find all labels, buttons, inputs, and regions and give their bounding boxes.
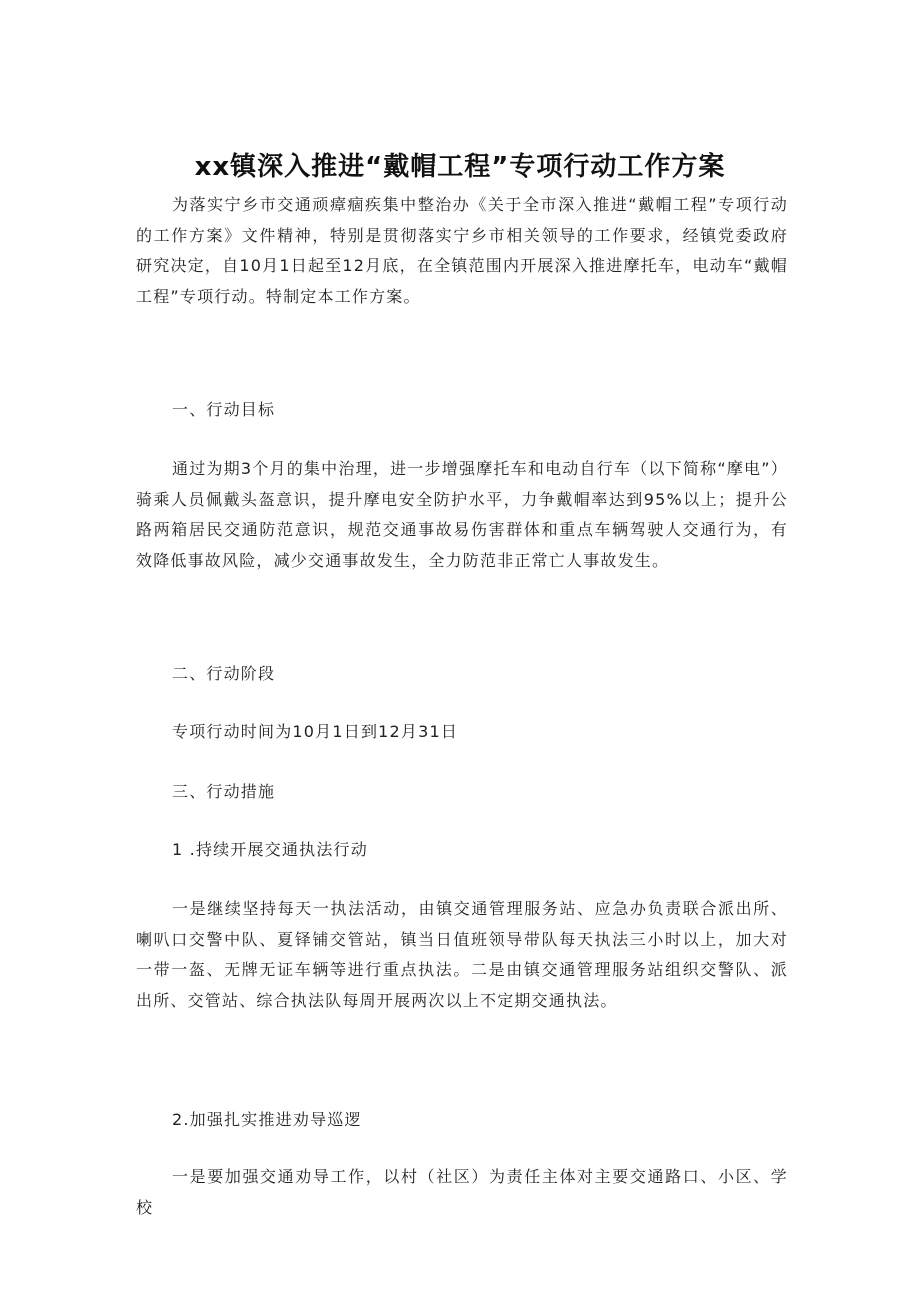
document-title: xx镇深入推进“戴帽工程”专项行动工作方案 [194, 152, 726, 183]
goals-paragraph: 通过为期3个月的集中治理，进一步增强摩托车和电动自行车（以下简称“摩电”）骑乘人员佩戴头盔意识，提升摩电安全防护水平，力争戴帽率达到95%以上；提升公路两箱居民交通防范意识，规范交通事故易伤害群体和重点车辆驾驶人交通行为，有效降低事故风险，减少交通事故发生，全力防范非正常亡人事故发生。 [136, 459, 788, 570]
intro-paragraph: 为落实宁乡市交通顽瘴痼疾集中整治办《关于全市深入推进“戴帽工程”专项行动的工作方案》文件精神，特别是贯彻落实宁乡市相关领导的工作要求，经镇党委政府研究决定，自10月1日起至12月底，在全镇范围内开展深入推进摩托车，电动车“戴帽工程”专项行动。特制定本工作方案。 [136, 195, 788, 306]
stages-paragraph: 专项行动时间为10月1日到12月31日 [172, 722, 459, 741]
measure-2-paragraph: 一是要加强交通劝导工作，以村（社区）为责任主体对主要交通路口、小区、学校 [136, 1167, 788, 1217]
measure-2-heading: 2.加强扎实推进劝导巡逻 [172, 1110, 362, 1129]
measure-1-paragraph: 一是继续坚持每天一执法活动，由镇交通管理服务站、应急办负责联合派出所、喇叭口交警中队、夏铎铺交管站，镇当日值班领导带队每天执法三小时以上，加大对一带一盔、无牌无证车辆等进行重点执法。二是由镇交通管理服务站组织交警队、派出所、交管站、综合执法队每周开展两次以上不定期交通执法。 [136, 899, 788, 1010]
section-heading-measures: 三、行动措施 [172, 782, 276, 801]
measure-1-heading: 1 .持续开展交通执法行动 [172, 840, 368, 859]
section-heading-goals: 一、行动目标 [172, 400, 276, 419]
section-heading-stages: 二、行动阶段 [172, 664, 276, 683]
